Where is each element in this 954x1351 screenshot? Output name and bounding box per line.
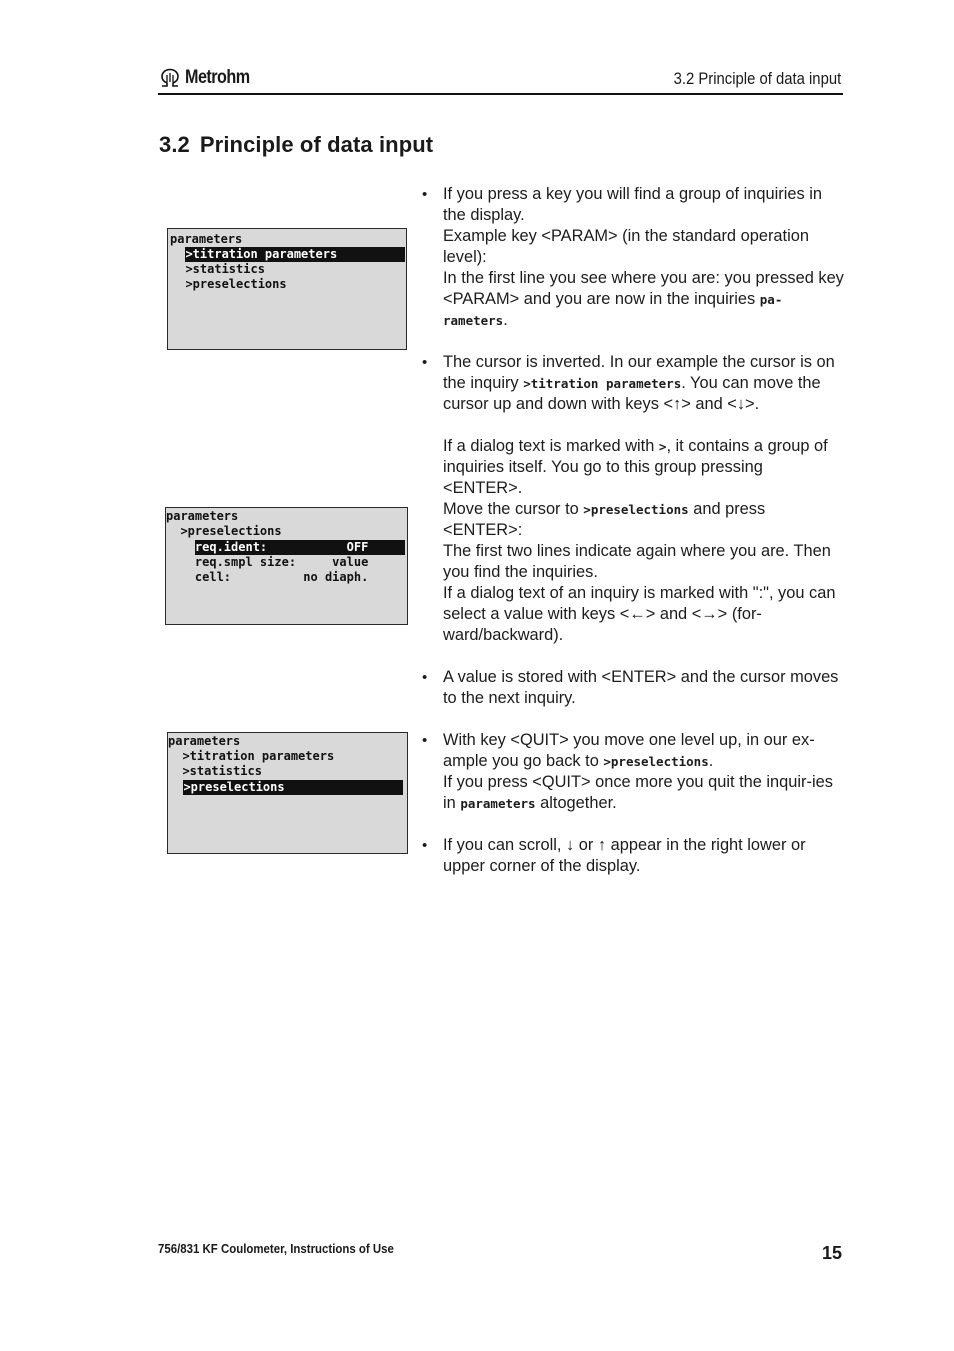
display-line: >preselections xyxy=(171,277,287,291)
code-text: > xyxy=(658,439,667,454)
code-text: parameters xyxy=(460,796,536,811)
display-line: >statistics xyxy=(168,764,262,778)
omega-logo-icon xyxy=(158,68,182,88)
code-text: rameters xyxy=(443,313,504,328)
paragraph: • If you can scroll, ↓ or ↑ appear in the right lower or upper corner of the display. xyxy=(443,836,806,875)
display-selected-line xyxy=(166,540,405,555)
display-selected-line xyxy=(171,247,405,262)
display-line: cell: no diaph. xyxy=(166,570,369,584)
paragraph: • A value is stored with <ENTER> and the cursor moves to the next inquiry. xyxy=(443,668,839,707)
paragraph: If a dialog text of an inquiry is marked with ":", you can select a value with keys <←> and <→> (for-ward/backward). xyxy=(443,584,836,644)
paragraph xyxy=(443,730,844,772)
display-screen-1 xyxy=(167,228,407,350)
list-item xyxy=(422,835,844,877)
paragraph xyxy=(443,352,844,415)
display-line: >preselections xyxy=(166,524,282,538)
text-run: With key <QUIT> you move one level up, in our ex-ample you go back to xyxy=(443,731,815,770)
paragraph xyxy=(443,772,844,814)
logo-text: Metrohm xyxy=(185,67,250,88)
text-run: In the first line you see where you are: you pressed key <PARAM> and you are now in the inquiries xyxy=(443,269,844,308)
spacer xyxy=(443,415,844,436)
display-line: parameters xyxy=(170,232,243,246)
paragraph: • If you press a key you will find a group of inquiries in the display. xyxy=(443,185,823,224)
text-run: . xyxy=(503,311,508,329)
paragraph xyxy=(443,499,844,541)
text-run: Move the cursor to xyxy=(443,500,584,518)
header-section-ref: 3.2 Principle of data input xyxy=(673,70,841,88)
code-text: >titration parameters xyxy=(523,376,682,391)
list-item xyxy=(422,667,844,709)
display-line-text: >titration parameters xyxy=(171,247,338,261)
metrohm-logo xyxy=(158,67,261,89)
display-screen-3 xyxy=(167,732,408,854)
list-item xyxy=(422,352,844,646)
display-line: req.smpl size: value xyxy=(166,555,369,569)
text-run: , it contains a group of inquiries itself. You go to this group pressing <ENTER>. xyxy=(443,437,828,497)
display-line: parameters xyxy=(166,509,239,523)
text-run: If you press <QUIT> once more you quit the inquir-ies in xyxy=(443,773,833,812)
paragraph: The first two lines indicate again where you are. Then you find the inquiries. xyxy=(443,542,831,581)
text-run: If a dialog text is marked with xyxy=(443,437,659,455)
list-item xyxy=(422,184,844,331)
display-selected-line xyxy=(169,780,403,795)
display-line: >titration parameters xyxy=(168,749,335,763)
display-line: >statistics xyxy=(171,262,265,276)
text-run: . xyxy=(708,752,714,770)
text-run: . You can move the cursor up and down with keys <↑> and <↓>. xyxy=(443,374,821,413)
page-number: 15 xyxy=(821,1243,842,1263)
page-header xyxy=(158,66,843,95)
code-text: >preselections xyxy=(603,754,709,769)
paragraph xyxy=(443,436,844,499)
instruction-list xyxy=(422,184,844,877)
display-line-text: >preselections xyxy=(169,780,285,794)
text-run: and press <ENTER>: xyxy=(443,500,766,539)
display-line-text: req.ident: OFF xyxy=(166,540,369,554)
display-screen-2 xyxy=(165,507,408,625)
section-number: 3.2 xyxy=(159,132,190,157)
text-run: altogether. xyxy=(535,794,617,812)
list-item xyxy=(422,730,844,814)
section-title-text: Principle of data input xyxy=(199,132,434,157)
display-line: parameters xyxy=(168,734,241,748)
code-text: pa- xyxy=(759,292,783,307)
section-title xyxy=(159,132,433,158)
text-run: The cursor is inverted. In our example the cursor is on the inquiry xyxy=(443,353,835,392)
paragraph xyxy=(443,268,844,331)
footer-doc-title: 756/831 KF Coulometer, Instructions of Use xyxy=(158,1241,394,1256)
code-text: >preselections xyxy=(583,502,689,517)
paragraph: Example key <PARAM> (in the standard operation level): xyxy=(443,227,809,266)
